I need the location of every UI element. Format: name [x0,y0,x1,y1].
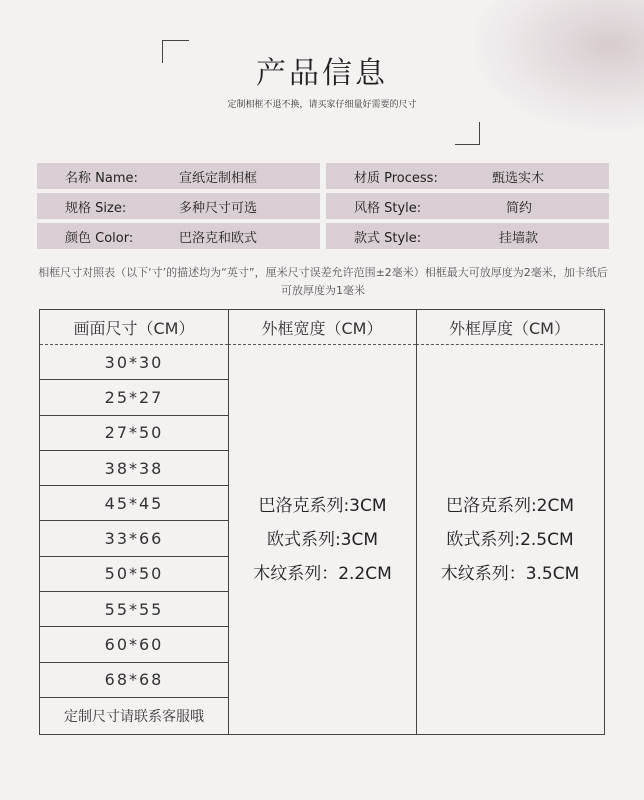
width-line: 巴洛克系列:3CM [258,495,387,516]
spec-value: 简约 [506,200,533,216]
header-picture-size: 画面尺寸（CM） [40,310,228,345]
spec-value: 宣纸定制相框 [179,170,258,186]
spec-row [37,163,609,189]
spec-value: 挂墙款 [499,230,539,246]
thickness-line: 木纹系列：3.5CM [440,563,580,584]
spec-cell-style [326,193,609,219]
thickness-line: 巴洛克系列:2CM [445,495,575,516]
spec-cell-size [37,193,320,219]
size-cell: 45*45 [40,486,228,521]
size-cell: 38*38 [40,451,228,486]
spec-row [37,223,609,249]
custom-size-note: 定制尺寸请联系客服哦 [64,708,204,725]
spec-grid [37,163,609,253]
size-note: 相框尺寸对照表（以下‘寸’的描述均为“英寸”，厘米尺寸误差允许范围±2毫米）相框最大可放厚度为2毫米，加卡纸后可放厚度为1毫米 [38,266,608,297]
corner-bracket-bottom-right [455,122,480,145]
spec-label: 颜色 Color: [65,230,134,246]
size-cell: 55*55 [40,592,228,627]
spec-label: 规格 Size: [65,200,127,216]
size-cell: 30*30 [40,345,228,380]
spec-label: 款式 Style: [354,230,422,246]
frame-width-values [229,345,416,734]
spec-label: 材质 Process: [354,170,438,186]
size-cell: 25*27 [40,380,228,415]
size-cell: 27*50 [40,416,228,451]
frame-thickness-values [417,345,603,734]
page-title: 产品信息 [256,56,388,91]
size-table [39,309,605,735]
spec-cell-type [326,223,609,249]
spec-cell-material [326,163,609,189]
spec-cell-color [37,223,320,249]
spec-label: 风格 Style: [354,200,422,216]
header-frame-width: 外框宽度（CM） [228,310,416,345]
size-cell: 33*66 [40,522,228,557]
spec-label: 名称 Name: [65,170,138,186]
size-cell: 68*68 [40,663,228,698]
page-subtitle: 定制相框不退不换，请买家仔细量好需要的尺寸 [227,100,417,110]
spec-value: 巴洛克和欧式 [179,230,258,246]
size-cell: 60*60 [40,627,228,662]
spec-row [37,193,609,219]
header-frame-thickness: 外框厚度（CM） [416,310,603,345]
spec-value: 多种尺寸可选 [179,200,258,216]
spec-value: 甄选实木 [492,170,545,186]
width-line: 欧式系列:3CM [266,529,379,550]
thickness-line: 欧式系列:2.5CM [446,529,574,550]
spec-cell-name [37,163,320,189]
size-cell: 50*50 [40,557,228,592]
width-line: 木纹系列：2.2CM [253,563,392,584]
